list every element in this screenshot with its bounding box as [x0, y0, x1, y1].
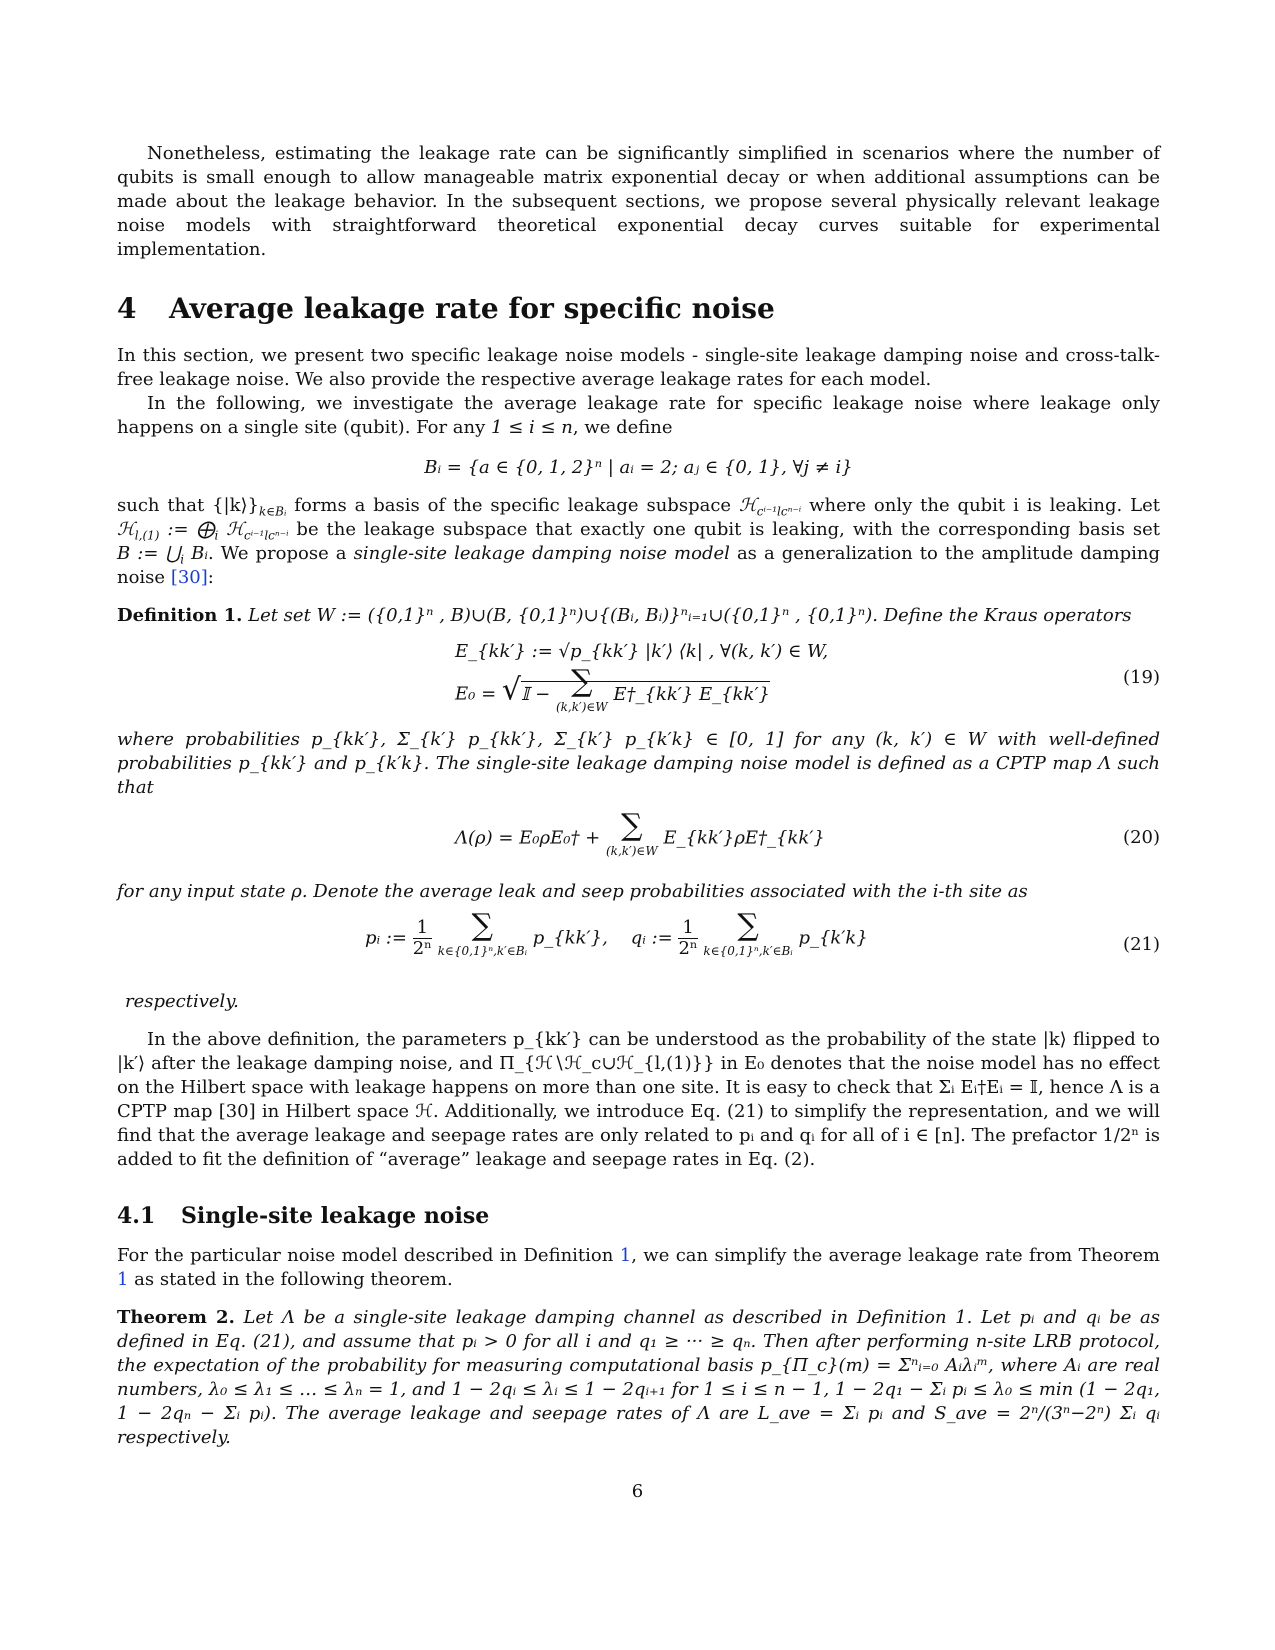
- equation-19: E_{kk′} := √p_{kk′} |k′⟩ ⟨k| , ∀(k, k′) ∈ W, E₀ = √𝕀 − ∑ (k,k′)∈W E†_{kk′} E_{kk′} (19): [455, 641, 1160, 714]
- equation-number-19: (19): [1123, 667, 1160, 688]
- section-number: 4: [117, 292, 137, 325]
- page-body: [117, 142, 1160, 1450]
- section-title: Average leakage rate for specific noise: [169, 292, 775, 325]
- definition-intro: Definition 1. Let set W := ({0,1}ⁿ , B)∪(B, {0,1}ⁿ)∪{(Bᵢ, Bᵢ)}ⁿᵢ₌₁∪({0,1}ⁿ , {0,1}ⁿ). Define the Kraus operators: [117, 605, 1132, 626]
- basis-paragraph: such that $\{|k⟩\}_{k\in Bᵢ}$ forms a basis of the specific leakage subspace ℋ$_{c^{i-1}lc^{n-i}}$ where only the qubit i is leaking. Let ℋ$_{l,(1)}$ := $⨁_i$ ℋ$_{c^{i-1}lc^{n-i}}$ be the leakage subspace that exactly one qubit is leaking, with the corresponding basis set B := $⋃_i$ Bᵢ. We propose a single-site leakage damping noise model as a generalization to the amplitude damping noise [30]:: [117, 495, 1161, 588]
- theorem-label: Theorem 2.: [117, 1307, 235, 1328]
- citation-link[interactable]: [30]: [170, 567, 208, 588]
- definition-text-c: for any input state ρ. Denote the average leak and seep probabilities associated with the i-th site as: [117, 881, 1028, 902]
- theorem-link[interactable]: 1: [117, 1269, 129, 1290]
- explanation-paragraph: In the above definition, the parameters p_{kk′} can be understood as the probability of the state |k⟩ flipped to |k′⟩ after the leakage damping noise, and Π_{ℋ∖ℋ_c∪ℋ_{l,(1)}} in E₀ denotes that the noise model has no effect on the Hilbert space with leakage happens on more than one site. It is easy to check that Σᵢ Eᵢ†Eᵢ = 𝕀, hence Λ is a CPTP map [30] in Hilbert space ℋ. Additionally, we introduce Eq. (21) to simplify the representation, and we will find that the average leakage and seepage rates are only related to pᵢ and qᵢ for all of i ∈ [n]. The prefactor 1/2ⁿ is added to fit the definition of “average” leakage and seepage rates in Eq. (2).: [117, 1029, 1160, 1170]
- subsection-heading: [117, 1202, 1160, 1230]
- definition-text-b: where probabilities p_{kk′}, Σ_{k′} p_{kk′}, Σ_{k′} p_{k′k} ∈ [0, 1] for any (k, k′) ∈ W with well-defined probabilities p_{kk′} and p_{k′k}. The single-site leakage damping noise model is defined as a CPTP map Λ such that: [117, 729, 1160, 798]
- equation-20: Λ(ρ) = E₀ρE₀† + ∑ (k,k′)∈W E_{kk′}ρE†_{kk′} (20): [455, 808, 1160, 858]
- equation-number-20: (20): [1123, 827, 1160, 848]
- section-intro: In this section, we present two specific leakage noise models - single-site leakage damping noise and cross-talk-free leakage noise. We also provide the respective average leakage rates for each model.: [117, 345, 1160, 390]
- definition-label: Definition 1.: [117, 605, 243, 626]
- intro-paragraph: Nonetheless, estimating the leakage rate can be significantly simplified in scenarios where the number of qubits is small enough to allow manageable matrix exponential decay or when additional assumptions can be made about the leakage behavior. In the subsequent sections, we propose several physically relevant leakage noise models with straightforward theoretical exponential decay curves suitable for experimental implementation.: [117, 143, 1160, 260]
- subsection-number: 4.1: [117, 1203, 156, 1229]
- equation-Bi: Bᵢ = {a ∈ {0, 1, 2}ⁿ | aᵢ = 2; aⱼ ∈ {0, 1}, ∀j ≠ i}: [424, 457, 853, 478]
- subsection-title: Single-site leakage noise: [181, 1203, 490, 1229]
- following-paragraph: In the following, we investigate the average leakage rate for specific leakage noise where leakage only happens on a single site (qubit). For any 1 ≤ i ≤ n, we define: [117, 393, 1160, 438]
- definition-link[interactable]: 1: [619, 1245, 632, 1266]
- theorem-block: Theorem 2. Let Λ be a single-site leakage damping channel as described in Definition 1. Let pᵢ and qᵢ be as defined in Eq. (21), and assume that pᵢ > 0 for all i and q₁ ≥ ··· ≥ qₙ. Then after performing n-site LRB protocol, the expectation of the probability for measuring computational basis p_{Π_c}(m) = Σⁿᵢ₌₀ Aᵢλᵢᵐ, where Aᵢ are real numbers, λ₀ ≤ λ₁ ≤ … ≤ λₙ = 1, and 1 − 2qᵢ ≤ λᵢ ≤ 1 − 2qᵢ₊₁ for 1 ≤ i ≤ n − 1, 1 − 2q₁ − Σᵢ pᵢ ≤ λ₀ ≤ min (1 − 2q₁, 1 − 2qₙ − Σᵢ pᵢ). The average leakage and seepage rates of Λ are L_ave = Σᵢ pᵢ and S_ave = 2ⁿ/(3ⁿ−2ⁿ) Σᵢ qᵢ respectively.: [117, 1307, 1160, 1448]
- section-heading: [117, 292, 1160, 326]
- subsection-paragraph: For the particular noise model described in Definition 1, we can simplify the average leakage rate from Theorem 1 as stated in the following theorem.: [117, 1245, 1160, 1290]
- equation-21: pᵢ := $\frac{1}{\text{2ⁿ}}$ ∑ k∈{0,1}ⁿ,k′∈Bᵢ p_{kk′}, qᵢ := $\frac{1}{\text{2ⁿ}}$ ∑ k∈{0,1}ⁿ,k′∈Bᵢ p_{k′k} (21): [365, 908, 1160, 959]
- page-number: 6: [631, 1481, 644, 1502]
- equation-number-21: (21): [1123, 934, 1160, 955]
- definition-text-d: respectively.: [125, 991, 239, 1012]
